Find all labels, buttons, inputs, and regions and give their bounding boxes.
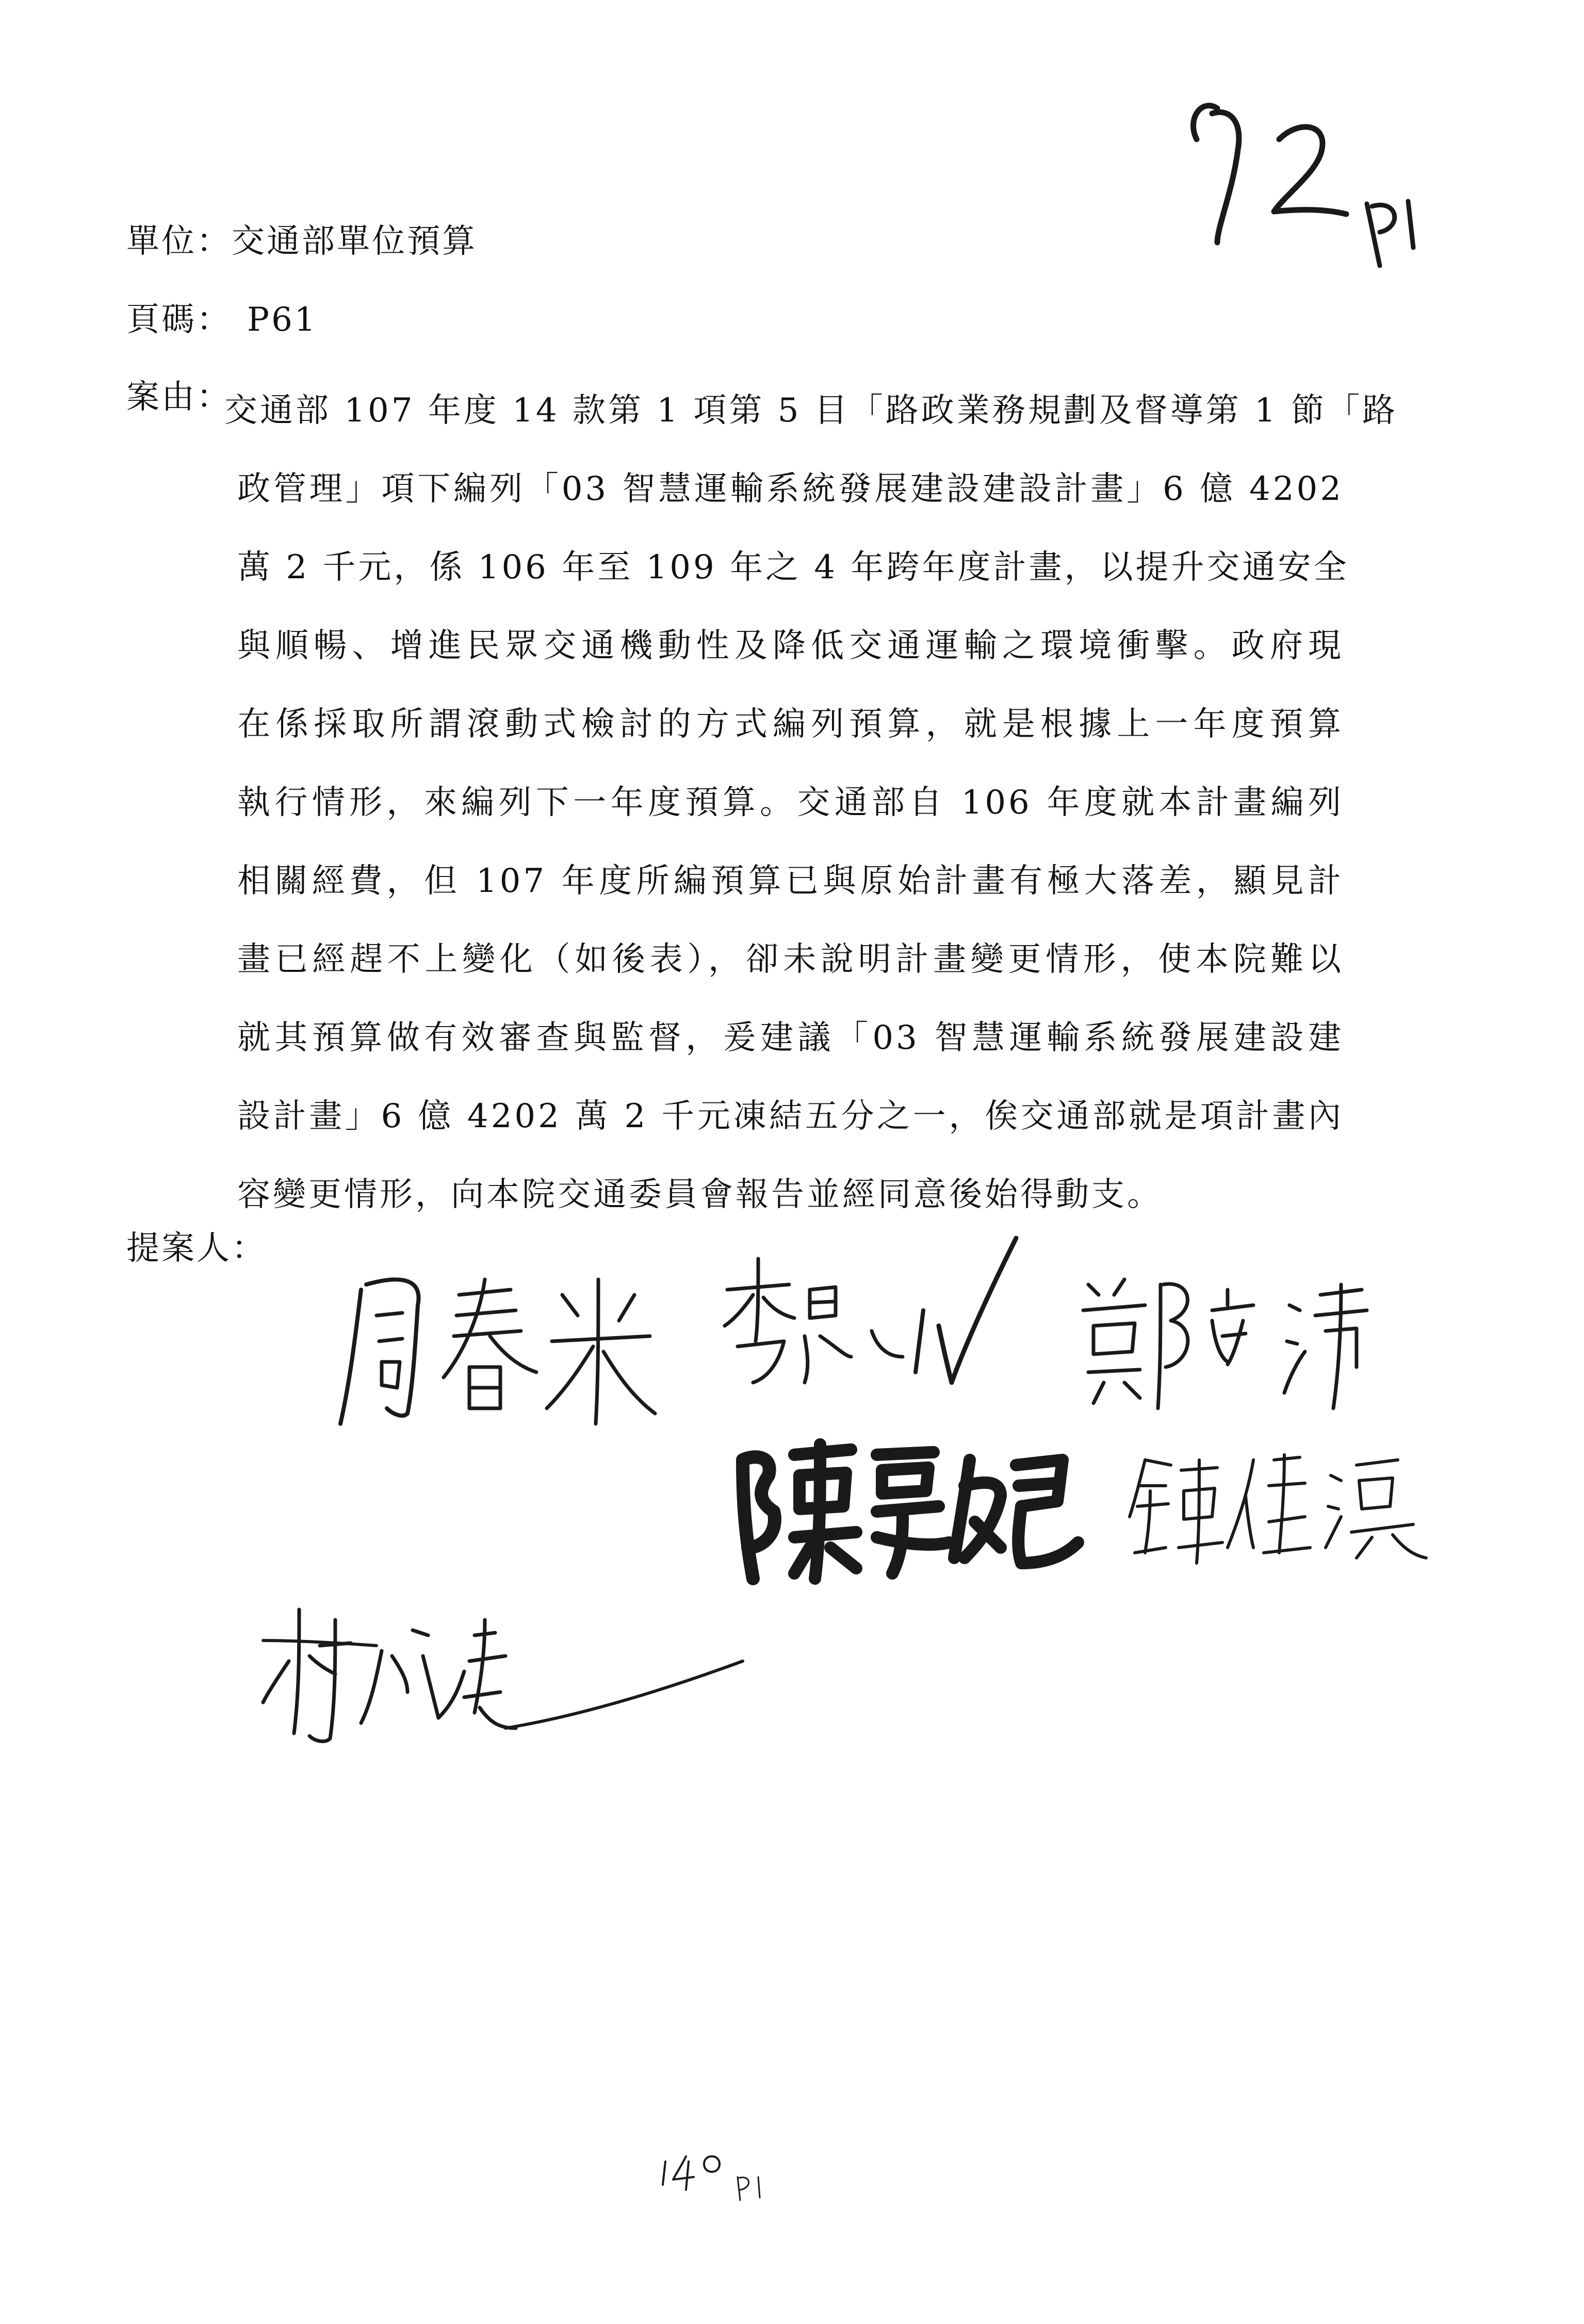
signature-6 — [258, 1589, 748, 1754]
reason-label: 案由： — [126, 378, 232, 416]
reason-line: 就其預算做有效審查與監督，爰建議「03 智慧運輸系統發展建設建 — [237, 1019, 1344, 1057]
handwritten-page-number-top — [1181, 77, 1449, 273]
signature-4 — [722, 1424, 1083, 1589]
page-value: P61 — [247, 301, 318, 339]
unit-line — [126, 221, 477, 262]
page-line — [126, 299, 318, 340]
signature-1 — [330, 1259, 660, 1444]
reason-line: 在係採取所謂滾動式檢討的方式編列預算，就是根據上一年度預算 — [237, 705, 1344, 743]
signature-5 — [1124, 1429, 1429, 1568]
reason-body — [126, 371, 1398, 1234]
proposer-label: 提案人： — [126, 1229, 267, 1267]
reason-line: 相關經費，但 107 年度所編預算已與原始計畫有極大落差，顯見計 — [237, 862, 1344, 900]
reason-line: 與順暢、增進民眾交通機動性及降低交通運輸之環境衝擊。政府現 — [237, 627, 1344, 665]
handwritten-page-number-bottom — [655, 2146, 779, 2208]
unit-label: 單位： — [126, 222, 232, 261]
reason-line: 容變更情形，向本院交通委員會報告並經同意後始得動支。 — [237, 1176, 1163, 1214]
reason-line: 交通部 107 年度 14 款第 1 項第 5 目「路政業務規劃及督導第 1 節「路 — [224, 392, 1398, 430]
unit-value: 交通部單位預算 — [232, 222, 477, 261]
signature-2 — [717, 1228, 1026, 1413]
reason-line: 畫已經趕不上變化（如後表），卻未說明計畫變更情形，使本院難以 — [237, 940, 1344, 979]
reason-line: 設計畫」6 億 4202 萬 2 千元凍結五分之一，俟交通部就是項計畫內 — [237, 1097, 1344, 1135]
page-label: 頁碼： — [126, 301, 232, 339]
signature-3 — [1073, 1254, 1372, 1419]
reason-line: 執行情形，來編列下一年度預算。交通部自 106 年度就本計畫編列 — [237, 784, 1344, 822]
reason-line: 萬 2 千元，係 106 年至 109 年之 4 年跨年度計畫，以提升交通安全 — [237, 548, 1349, 587]
reason-line: 政管理」項下編列「03 智慧運輸系統發展建設建設計畫」6 億 4202 — [237, 470, 1344, 508]
